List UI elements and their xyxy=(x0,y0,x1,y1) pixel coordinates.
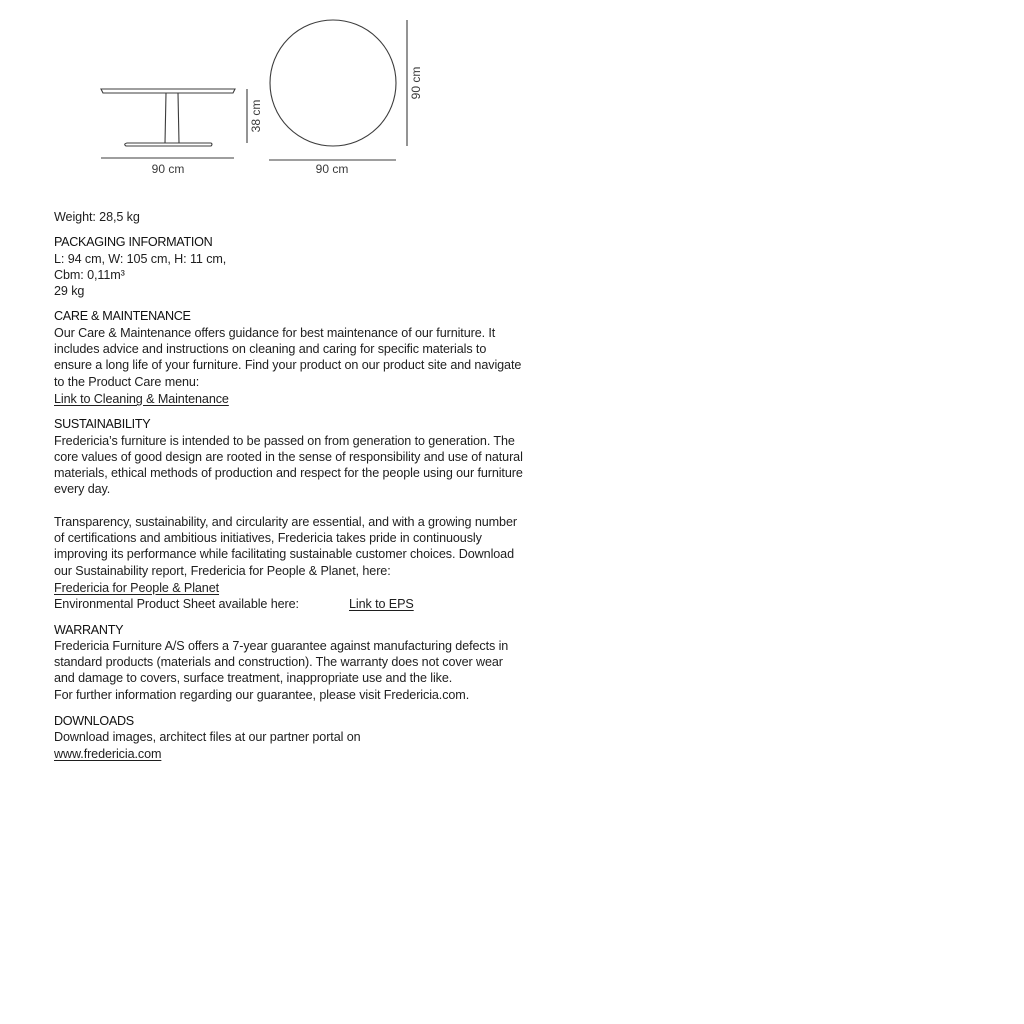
downloads-heading: DOWNLOADS xyxy=(54,714,134,729)
product-information xyxy=(54,209,524,771)
warranty-further-info: For further information regarding our guarantee, please visit Fredericia.com. xyxy=(54,687,470,702)
fredericia-website-link[interactable]: www.fredericia.com xyxy=(54,746,162,761)
packaging-dimensions: L: 94 cm, W: 105 cm, H: 11 cm, xyxy=(54,251,227,266)
top-view-width-dimension xyxy=(269,160,396,176)
sustainability-body-2: Transparency, sustainability, and circularity are essential, and with a growing number of certifications and ambitious initiatives, Fredericia takes pride in continuously improving its performance while facilitating sustainable customer choices. Download our Sustainability report, Fredericia for People & Planet, here: xyxy=(54,514,517,578)
top-view-depth-label: 90 cm xyxy=(409,66,423,100)
packaging-cbm: Cbm: 0,11m³ xyxy=(54,267,125,282)
packaging-weight: 29 kg xyxy=(54,284,85,299)
downloads-section xyxy=(54,713,524,762)
packaging-heading: PACKAGING INFORMATION xyxy=(54,235,213,250)
care-heading: CARE & MAINTENANCE xyxy=(54,309,191,324)
eps-label: Environmental Product Sheet available here: xyxy=(54,597,299,612)
top-view-drawing xyxy=(270,20,396,146)
warranty-heading: WARRANTY xyxy=(54,622,124,637)
sustainability-section xyxy=(54,416,524,612)
cleaning-maintenance-link[interactable]: Link to Cleaning & Maintenance xyxy=(54,391,229,406)
warranty-section xyxy=(54,622,524,703)
top-view-depth-dimension xyxy=(407,20,423,146)
side-view-drawing xyxy=(101,89,235,146)
warranty-body: Fredericia Furniture A/S offers a 7-year guarantee against manufacturing defects in standard products (materials and construction). The warranty does not cover wear and damage to covers, surface treatment, inappropriate use and the like. xyxy=(54,638,509,686)
care-section xyxy=(54,308,524,407)
eps-link[interactable]: Link to EPS xyxy=(349,597,414,612)
sustainability-heading: SUSTAINABILITY xyxy=(54,417,151,432)
eps-row xyxy=(54,596,524,612)
side-view-width-dimension xyxy=(101,158,234,176)
product-weight: Weight: 28,5 kg xyxy=(54,210,140,224)
care-body: Our Care & Maintenance offers guidance for best maintenance of our furniture. It includes advice and instructions on cleaning and caring for specific materials to ensure a long life of your furniture. Find your product on our product site and navigate to the Product Care menu: xyxy=(54,325,522,389)
height-label: 38 cm xyxy=(249,99,263,133)
height-dimension xyxy=(247,89,263,143)
packaging-section xyxy=(54,234,524,299)
people-planet-link[interactable]: Fredericia for People & Planet xyxy=(54,580,220,595)
top-view-width-label: 90 cm xyxy=(315,162,349,176)
side-view-width-label: 90 cm xyxy=(151,162,185,176)
technical-drawing xyxy=(0,0,460,190)
sustainability-body-1: Fredericia’s furniture is intended to be passed on from generation to generation. The core values of good design are rooted in the sense of responsibility and use of natural materials, ethical methods of production and respect for the people using our furniture every day. xyxy=(54,433,523,497)
downloads-body: Download images, architect files at our partner portal on xyxy=(54,730,361,745)
